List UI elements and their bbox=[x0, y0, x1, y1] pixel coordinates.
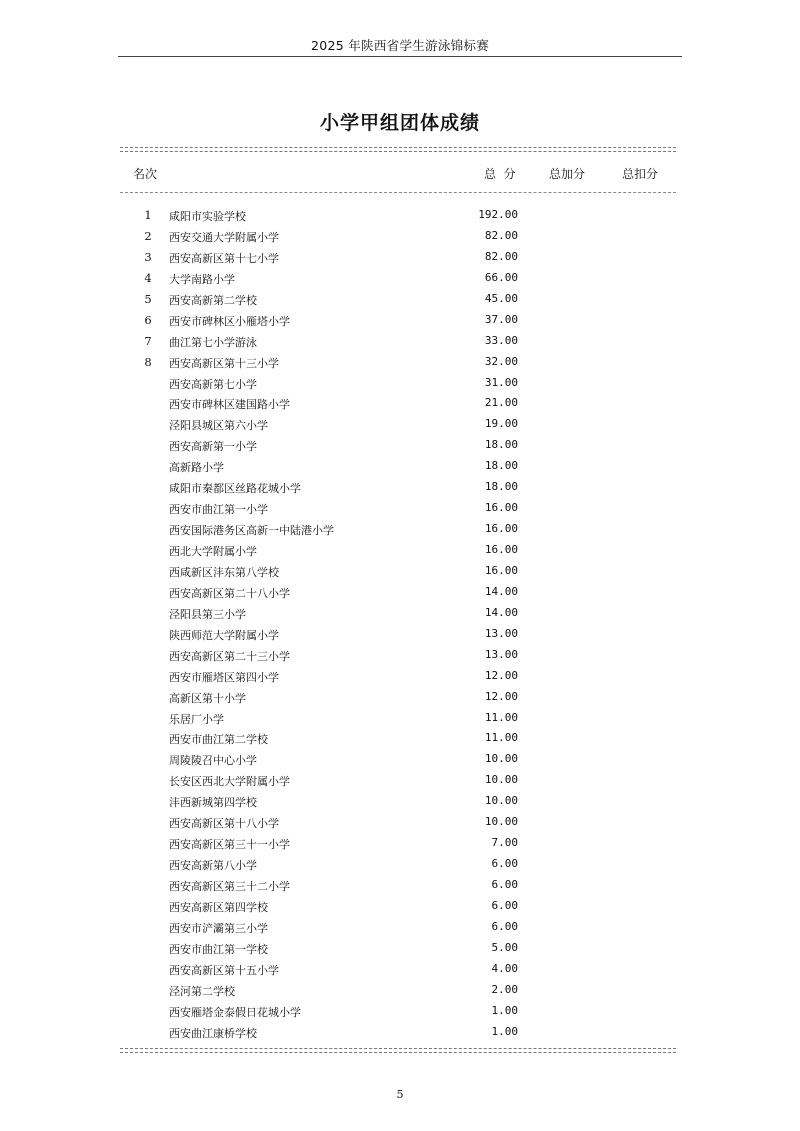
school-name-cell: 西安市雁塔区第四小学 bbox=[169, 670, 279, 684]
page-title: 小学甲组团体成绩 bbox=[319, 112, 480, 134]
table-row bbox=[0, 519, 800, 540]
column-header-rank: 名次 bbox=[133, 167, 158, 181]
table-row bbox=[0, 645, 800, 666]
total-score-cell: 7.00 bbox=[491, 836, 518, 850]
total-score-cell: 12.00 bbox=[484, 668, 518, 682]
school-name-cell: 西安高新区第二十八小学 bbox=[169, 586, 290, 600]
table-row bbox=[0, 393, 800, 414]
total-score-cell: 4.00 bbox=[491, 961, 518, 975]
school-name-cell: 高新区第十小学 bbox=[169, 691, 246, 705]
table-row bbox=[0, 833, 800, 854]
school-name-cell: 曲江第七小学游泳 bbox=[169, 335, 257, 349]
table-row bbox=[0, 414, 800, 435]
total-score-cell: 1.00 bbox=[491, 1003, 518, 1017]
school-name-cell: 周陵陵召中心小学 bbox=[169, 754, 257, 768]
total-score-cell: 45.00 bbox=[484, 291, 518, 305]
table-row bbox=[0, 603, 800, 624]
school-name-cell: 西安高新第一小学 bbox=[169, 440, 257, 454]
table-row bbox=[0, 687, 800, 708]
total-score-cell: 10.00 bbox=[484, 794, 518, 808]
school-name-cell: 西安高新区第十三小学 bbox=[169, 356, 279, 370]
table-row bbox=[0, 582, 800, 603]
total-score-cell: 21.00 bbox=[484, 396, 518, 410]
school-name-cell: 西安市曲江第二学校 bbox=[169, 733, 268, 747]
table-row bbox=[0, 791, 800, 812]
school-name-cell: 西咸新区沣东第八学校 bbox=[169, 565, 279, 579]
total-score-cell: 33.00 bbox=[484, 333, 518, 347]
school-name-cell: 西安雁塔金泰假日花城小学 bbox=[169, 1005, 301, 1019]
total-score-cell: 5.00 bbox=[491, 940, 518, 954]
school-name-cell: 西安高新区第十五小学 bbox=[169, 963, 279, 977]
school-name-cell: 高新路小学 bbox=[169, 461, 224, 475]
rank-cell: 3 bbox=[144, 249, 152, 264]
school-name-cell: 西安高新第八小学 bbox=[169, 859, 257, 873]
header-rule bbox=[118, 56, 682, 57]
total-score-cell: 31.00 bbox=[484, 375, 518, 389]
table-row bbox=[0, 959, 800, 980]
total-score-cell: 19.00 bbox=[484, 417, 518, 431]
total-score-cell: 12.00 bbox=[484, 689, 518, 703]
total-score-cell: 13.00 bbox=[484, 626, 518, 640]
header-divider-rule bbox=[120, 192, 676, 193]
table-row bbox=[0, 666, 800, 687]
total-score-cell: 66.00 bbox=[484, 270, 518, 284]
school-name-cell: 西安市浐灞第三小学 bbox=[169, 921, 268, 935]
school-name-cell: 西安曲江康桥学校 bbox=[169, 1026, 257, 1040]
total-score-cell: 2.00 bbox=[491, 982, 518, 996]
column-header-total: 总 分 bbox=[484, 167, 516, 181]
school-name-cell: 西安市碑林区小雁塔小学 bbox=[169, 314, 290, 328]
table-bottom-rule bbox=[120, 1048, 676, 1053]
school-name-cell: 长安区西北大学附属小学 bbox=[169, 775, 290, 789]
school-name-cell: 西北大学附属小学 bbox=[169, 545, 257, 558]
table-row bbox=[0, 456, 800, 477]
total-score-cell: 10.00 bbox=[484, 773, 518, 787]
table-row bbox=[0, 938, 800, 959]
rank-cell: 7 bbox=[144, 333, 152, 348]
total-score-cell: 11.00 bbox=[484, 731, 518, 745]
school-name-cell: 西安高新区第十七小学 bbox=[169, 251, 279, 265]
total-score-cell: 6.00 bbox=[491, 919, 518, 933]
total-score-cell: 14.00 bbox=[484, 584, 518, 598]
table-row bbox=[0, 268, 800, 289]
table-row bbox=[0, 226, 800, 247]
total-score-cell: 11.00 bbox=[484, 710, 518, 724]
total-score-cell: 6.00 bbox=[491, 898, 518, 912]
total-score-cell: 192.00 bbox=[478, 208, 518, 221]
table-row bbox=[0, 896, 800, 917]
running-header: 2025 年陕西省学生游泳锦标赛 bbox=[310, 38, 490, 53]
total-score-cell: 18.00 bbox=[484, 480, 518, 494]
school-name-cell: 咸阳市秦都区丝路花城小学 bbox=[169, 482, 301, 496]
total-score-cell: 6.00 bbox=[491, 878, 518, 891]
school-name-cell: 咸阳市实验学校 bbox=[169, 210, 246, 223]
total-score-cell: 10.00 bbox=[484, 752, 518, 766]
table-row bbox=[0, 289, 800, 310]
total-score-cell: 6.00 bbox=[491, 857, 518, 871]
table-row bbox=[0, 624, 800, 645]
school-name-cell: 大学南路小学 bbox=[169, 272, 235, 286]
table-row bbox=[0, 917, 800, 938]
column-header-deduction: 总扣分 bbox=[622, 167, 659, 181]
table-row bbox=[0, 247, 800, 268]
table-row bbox=[0, 1001, 800, 1022]
total-score-cell: 16.00 bbox=[484, 501, 518, 515]
table-row bbox=[0, 373, 800, 394]
table-row bbox=[0, 728, 800, 749]
table-row bbox=[0, 812, 800, 833]
total-score-cell: 14.00 bbox=[484, 605, 518, 619]
school-name-cell: 泾阳县城区第六小学 bbox=[169, 419, 268, 433]
table-row bbox=[0, 498, 800, 519]
total-score-cell: 10.00 bbox=[484, 815, 518, 829]
total-score-cell: 16.00 bbox=[484, 543, 518, 556]
school-name-cell: 泾阳县第三小学 bbox=[169, 607, 246, 621]
rank-cell: 2 bbox=[144, 228, 152, 243]
total-score-cell: 16.00 bbox=[484, 563, 518, 577]
school-name-cell: 沣西新城第四学校 bbox=[169, 796, 257, 810]
school-name-cell: 西安高新区第二十三小学 bbox=[169, 649, 290, 663]
total-score-cell: 18.00 bbox=[484, 438, 518, 452]
total-score-cell: 82.00 bbox=[484, 249, 518, 263]
rank-cell: 8 bbox=[144, 354, 152, 369]
total-score-cell: 16.00 bbox=[484, 522, 518, 536]
school-name-cell: 西安市碑林区建国路小学 bbox=[169, 398, 290, 412]
table-row bbox=[0, 540, 800, 561]
table-row bbox=[0, 435, 800, 456]
total-score-cell: 1.00 bbox=[491, 1024, 518, 1038]
school-name-cell: 西安高新区第三十一小学 bbox=[169, 838, 290, 852]
table-row bbox=[0, 331, 800, 352]
school-name-cell: 西安市曲江第一学校 bbox=[169, 942, 268, 956]
total-score-cell: 82.00 bbox=[484, 228, 518, 242]
table-top-rule bbox=[120, 147, 676, 152]
school-name-cell: 西安国际港务区高新一中陆港小学 bbox=[169, 524, 334, 538]
total-score-cell: 32.00 bbox=[484, 354, 518, 368]
school-name-cell: 西安高新第二学校 bbox=[169, 293, 257, 307]
table-row bbox=[0, 980, 800, 1001]
school-name-cell: 西安高新区第四学校 bbox=[169, 900, 268, 914]
rank-cell: 1 bbox=[144, 208, 152, 222]
total-score-cell: 18.00 bbox=[484, 459, 518, 473]
school-name-cell: 泾河第二学校 bbox=[169, 984, 235, 998]
school-name-cell: 西安高新区第三十二小学 bbox=[169, 880, 290, 893]
total-score-cell: 37.00 bbox=[484, 312, 518, 326]
school-name-cell: 陕西师范大学附属小学 bbox=[169, 628, 279, 642]
rank-cell: 5 bbox=[144, 291, 152, 306]
table-row bbox=[0, 875, 800, 896]
table-row bbox=[0, 1022, 800, 1043]
school-name-cell: 西安高新第七小学 bbox=[169, 377, 257, 391]
school-name-cell: 西安交通大学附属小学 bbox=[169, 230, 279, 244]
table-row bbox=[0, 854, 800, 875]
page-number: 5 bbox=[396, 1088, 404, 1101]
table-row bbox=[0, 708, 800, 729]
rank-cell: 6 bbox=[144, 312, 152, 327]
school-name-cell: 西安高新区第十八小学 bbox=[169, 817, 279, 831]
results-table-body bbox=[0, 205, 800, 1043]
column-header-bonus: 总加分 bbox=[549, 167, 586, 181]
table-row bbox=[0, 749, 800, 770]
table-row bbox=[0, 770, 800, 791]
school-name-cell: 乐居厂小学 bbox=[169, 712, 224, 726]
table-row bbox=[0, 352, 800, 373]
rank-cell: 4 bbox=[144, 270, 152, 285]
table-row bbox=[0, 477, 800, 498]
table-row bbox=[0, 561, 800, 582]
total-score-cell: 13.00 bbox=[484, 647, 518, 661]
table-row bbox=[0, 205, 800, 226]
table-row bbox=[0, 310, 800, 331]
school-name-cell: 西安市曲江第一小学 bbox=[169, 503, 268, 517]
